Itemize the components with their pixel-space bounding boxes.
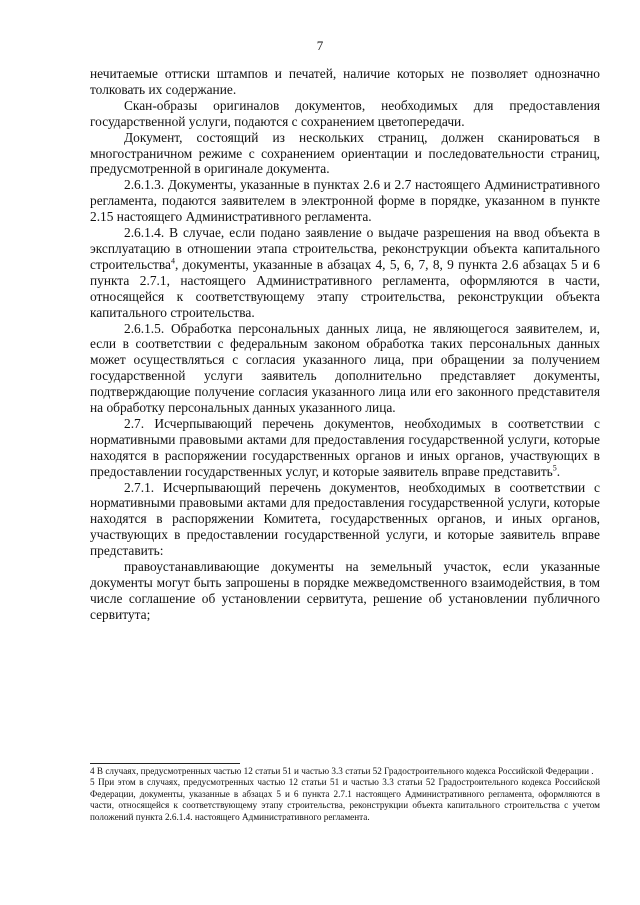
paragraph-2-7-1: 2.7.1. Исчерпывающий перечень документов, необходимых в соответствии с нормативными правовыми актами для предоставления государственной услуги, которые находятся в распоряжении Комитета, государственных органов, и иных органов, участвующих в предоставлении государственной услуги, и которые заявитель вправе представить:: [90, 479, 600, 559]
paragraph-2-6-1-4-text-start: 2.6.1.4. В случае, если подано заявление о выдаче разрешения на ввод объекта в эксплуатацию в отношении этапа строительства, реконструкции объекта капитального строительства: [90, 225, 600, 272]
footnote-separator: [90, 763, 240, 764]
paragraph-2-7-text-start: 2.7. Исчерпывающий перечень документов, необходимых в соответствии с нормативными правовыми актами для предоставления государственной услуги, которые находятся в распоряжении государственных органов и иных органов, участвующих в предоставлении государственных услуг, и которые заявитель вправе представить: [90, 415, 600, 479]
footnote-5: 5 При этом в случаях, предусмотренных частью 12 статьи 51 и частью 3.3 статьи 52 Градостроительного кодекса Российской Федерации, документы, указанные в абзацах 5 и 6 пункта 2.7.1 настоящего Административного регламента, оформляются в части, относящейся к соответствующему этапу строительства, реконструкции объекта капитального строительства с учетом положений пункта 2.6.1.4. настоящего Административного регламента.: [90, 777, 600, 822]
footnote-4: 4 В случаях, предусмотренных частью 12 статьи 51 и частью 3.3 статьи 52 Градостроительного кодекса Российской Федерации .: [90, 766, 594, 776]
footnote-ref-4: 4: [171, 256, 175, 266]
document-body: [90, 66, 600, 623]
paragraph-2-6-1-4: [90, 225, 600, 320]
paragraph-scan-color: Скан-образы оригиналов документов, необходимых для предоставления государственной услуги, подаются с сохранением цветопередачи.: [90, 97, 600, 129]
paragraph-2-6-1-4-text-end: , документы, указанные в абзацах 4, 5, 6, 7, 8, 9 пункта 2.6 абзацах 5 и 6 пункта 2.7.1, настоящего Административного регламента, оформляются в части, относящейся к соответствующему этапу строительства, реконструкции объекта капитального строительства.: [90, 256, 600, 320]
paragraph-2-6-1-3: 2.6.1.3. Документы, указанные в пунктах 2.6 и 2.7 настоящего Административного регламента, подаются заявителем в электронной форме в порядке, указанном в пункте 2.15 настоящего Административного регламента.: [90, 177, 600, 225]
footnotes: [90, 766, 600, 823]
paragraph-unreadable-stamps: нечитаемые оттиски штампов и печатей, наличие которых не позволяет однозначно толковать их содержание.: [90, 66, 600, 97]
paragraph-land-title-documents: правоустанавливающие документы на земельный участок, если указанные документы могут быть запрошены в порядке межведомственного взаимодействия, в том числе соглашение об установлении сервитута, решение об установлении публичного сервитута;: [90, 559, 600, 622]
paragraph-2-7: [90, 416, 600, 480]
paragraph-multipage-scan: Документ, состоящий из нескольких страниц, должен сканироваться в многостраничном режиме с сохранением ориентации и последовательности страниц, предусмотренной в оригинале документа.: [90, 129, 600, 177]
footnote-ref-5: 5: [552, 463, 557, 473]
page-number: 7: [316, 38, 324, 53]
paragraph-2-6-1-5: 2.6.1.5. Обработка персональных данных лица, не являющегося заявителем, и, если в соответствии с федеральным законом обработка таких персональных данных может осуществляться с согласия указанного лица, при обращении за получением государственной услуги заявитель дополнительно представляет документы, подтверждающие получение согласия указанного лица или его законного представителя на обработку персональных данных указанного лица.: [90, 320, 600, 416]
paragraph-2-7-text-end: .: [556, 463, 561, 479]
